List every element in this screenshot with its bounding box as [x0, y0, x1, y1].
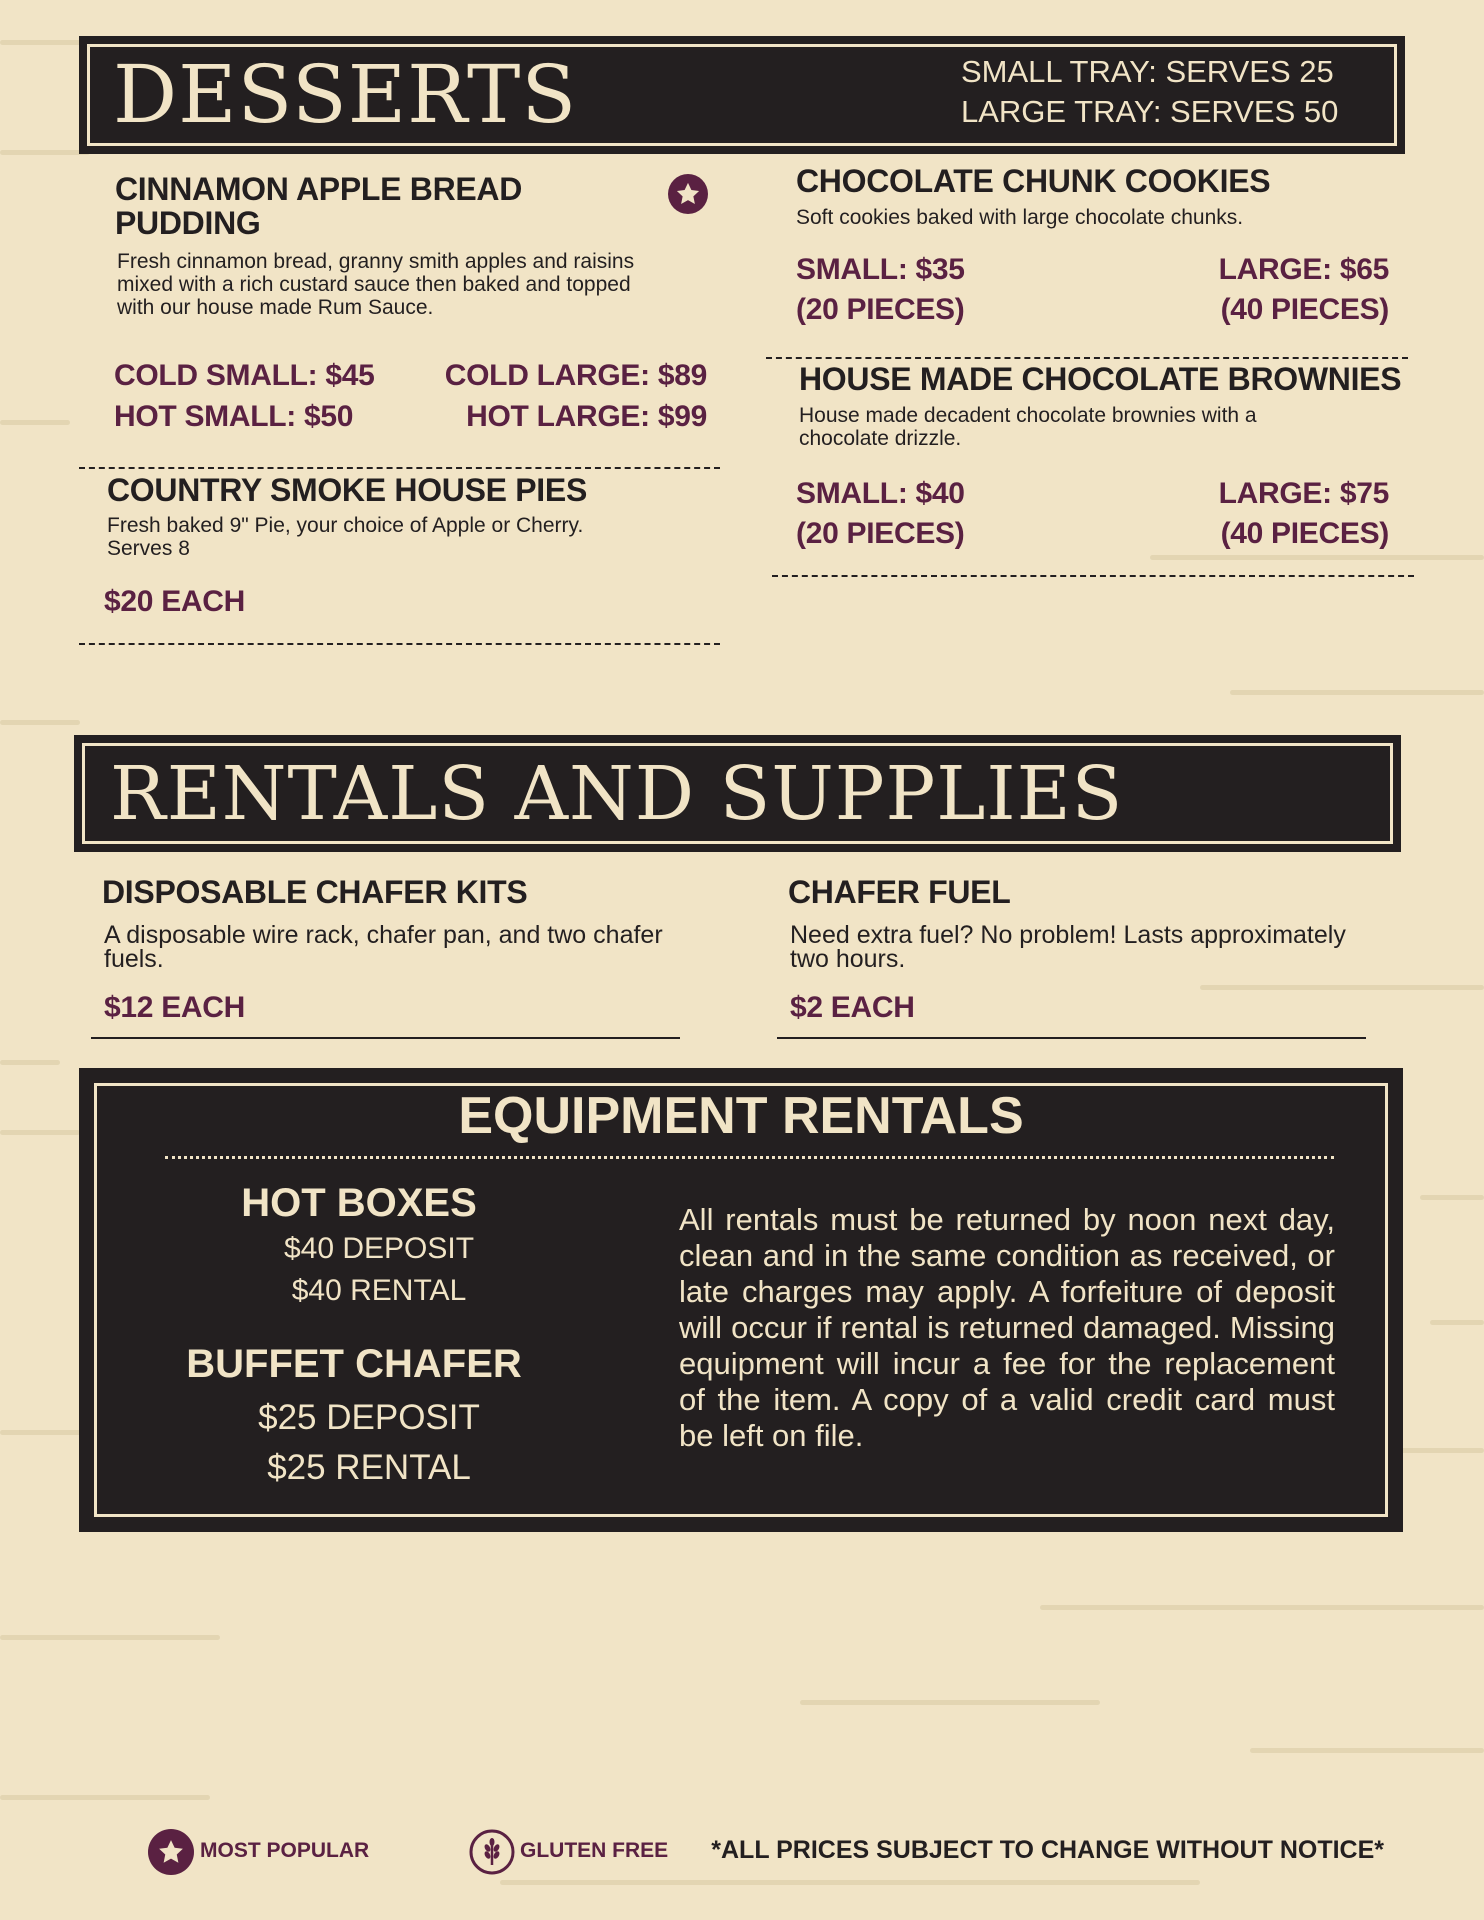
cookies-small-price: SMALL: $35 — [796, 253, 965, 286]
star-icon — [668, 174, 708, 214]
divider — [79, 467, 720, 469]
divider — [766, 357, 1408, 359]
hot-boxes-title: HOT BOXES — [241, 1181, 477, 1225]
most-popular-label: MOST POPULAR — [200, 1839, 370, 1862]
wheat-icon — [469, 1829, 515, 1875]
equipment-panel — [79, 1068, 1403, 1532]
buffet-chafer-deposit: $25 DEPOSIT — [258, 1398, 480, 1437]
brownies-description: House made decadent chocolate brownies with a chocolate drizzle. — [799, 404, 1257, 450]
price-notice: *ALL PRICES SUBJECT TO CHANGE WITHOUT NOTICE* — [711, 1836, 1384, 1864]
divider — [91, 1037, 680, 1039]
hot-boxes-deposit: $40 DEPOSIT — [283, 1232, 475, 1265]
desserts-title: DESSERTS — [113, 48, 578, 141]
bread-pudding-description: Fresh cinnamon bread, granny smith apples and raisins mixed with a rich custard sauce then baked and topped with our house made Rum Sauce. — [117, 250, 635, 319]
gluten-free-label: GLUTEN FREE — [520, 1839, 669, 1862]
cookies-large-pieces: (40 PIECES) — [1220, 293, 1389, 326]
pies-description: Fresh baked 9" Pie, your choice of Apple or Cherry. Serves 8 — [107, 514, 584, 560]
rentals-banner — [74, 735, 1401, 852]
tray-small-info: SMALL TRAY: SERVES 25 — [961, 54, 1334, 89]
bread-pudding-cold-small-price: COLD SMALL: $45 — [114, 359, 375, 392]
divider — [777, 1037, 1366, 1039]
cookies-small-pieces: (20 PIECES) — [796, 293, 965, 326]
pies-title: COUNTRY SMOKE HOUSE PIES — [107, 472, 587, 508]
bread-pudding-hot-large-price: HOT LARGE: $99 — [466, 400, 707, 433]
rentals-title: RENTALS AND SUPPLIES — [110, 751, 1124, 837]
divider — [165, 1156, 1334, 1159]
brownies-title: HOUSE MADE CHOCOLATE BROWNIES — [799, 361, 1402, 397]
tray-large-info: LARGE TRAY: SERVES 50 — [961, 94, 1339, 129]
cookies-title: CHOCOLATE CHUNK COOKIES — [796, 163, 1271, 199]
cookies-description: Soft cookies baked with large chocolate chunks. — [796, 206, 1244, 229]
star-icon — [148, 1829, 194, 1875]
pies-price: $20 EACH — [104, 585, 245, 618]
bread-pudding-cold-large-price: COLD LARGE: $89 — [444, 359, 707, 392]
chafer-kits-price: $12 EACH — [104, 991, 245, 1024]
brownies-small-price: SMALL: $40 — [796, 477, 965, 510]
chafer-fuel-title: CHAFER FUEL — [788, 874, 1011, 910]
equipment-title: EQUIPMENT RENTALS — [458, 1087, 1024, 1145]
chafer-fuel-price: $2 EACH — [790, 991, 915, 1024]
chafer-fuel-description: Need extra fuel? No problem! Lasts approximately two hours. — [790, 921, 1346, 973]
rental-policy: All rentals must be returned by noon next day, clean and in the same condition as received, or late charges may apply. A forfeiture of deposit will occur if rental is returned damaged. Missing equipment will incur a fee for the replacement of the item. A copy of a valid credit card must be left on file. — [679, 1202, 1335, 1453]
bread-pudding-title: CINNAMON APPLE BREAD PUDDING — [115, 171, 523, 241]
divider — [79, 643, 720, 645]
bread-pudding-hot-small-price: HOT SMALL: $50 — [114, 400, 354, 433]
divider — [772, 575, 1414, 577]
buffet-chafer-rental: $25 RENTAL — [267, 1448, 471, 1487]
hot-boxes-rental: $40 RENTAL — [291, 1274, 467, 1307]
brownies-large-pieces: (40 PIECES) — [1220, 517, 1389, 550]
buffet-chafer-title: BUFFET CHAFER — [186, 1342, 522, 1386]
brownies-large-price: LARGE: $75 — [1218, 477, 1389, 510]
desserts-banner — [79, 36, 1405, 154]
cookies-large-price: LARGE: $65 — [1218, 253, 1389, 286]
chafer-kits-description: A disposable wire rack, chafer pan, and two chafer fuels. — [104, 921, 663, 973]
tray-sizes — [961, 52, 1361, 132]
brownies-small-pieces: (20 PIECES) — [796, 517, 965, 550]
chafer-kits-title: DISPOSABLE CHAFER KITS — [102, 874, 528, 910]
